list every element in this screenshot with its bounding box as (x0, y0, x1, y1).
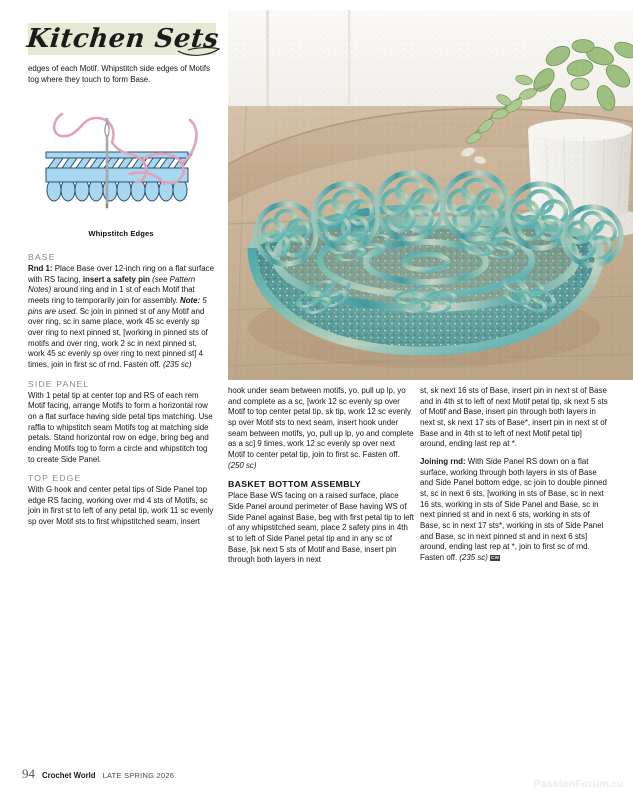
base-bold-b: insert a safety pin (82, 274, 150, 284)
side-panel-text: With 1 petal tip at center top and RS of each rem Motif facing, arrange Motifs to form a horizontal row on a flat surface having side petal tips matching. Use raffia to whipstitch seam Motifs tog at matching side petals. Stand horizontal row on edge, bring beg and ending Motifs tog to form a circle and whipstitch tog to create Side Panel. (28, 390, 213, 464)
base-text-a: Place Base over 12-inch ring on a flat surface with RS facing, (28, 264, 214, 284)
joining-rnd-count: (235 sc) (459, 552, 488, 562)
top-edge-text-part2: hook under seam between motifs, yo, pull up lp, yo and complete as a sc, [work 12 sc evenly sp over Motif to top center petal tip, sk tip, work 12 sc evenly sp over Motif sts to next seam, insert hook under seam between motifs, yo, pull up lp, yo and complete as a sc] 9 times, work 12 sc evenly sp over next Motif to center petal tip, join to first sc. Fasten off. (228, 386, 414, 459)
column-one-body (28, 251, 214, 528)
illustration-caption: Whipstitch Edges (88, 229, 154, 238)
base-section (28, 251, 214, 371)
joining-rnd-text: With Side Panel RS down on a flat surface, working through both layers in sts of Base and Side Panel bottom edge, sc join to double pinned st, sc in next 6 sts, [working in sts of Base, sc in next 16 sts, working in sts of Side Panel and Base, sc in next pinned st and in next 6 sts, working in sts of Base, sc in next 17 sts*, working in sts of Side Panel and Base, sc in next pinned st and in next 6 sts] around, ending last rep at *, join to first sc of rnd. Fasten off. (420, 456, 607, 562)
top-edge-continued (228, 386, 414, 471)
base-heading: BASE (28, 252, 56, 262)
side-panel-heading: SIDE PANEL (28, 378, 90, 389)
base-count: (235 sc) (162, 359, 192, 369)
basket-bottom-section (228, 478, 414, 566)
whipstitch-svg (30, 112, 216, 224)
joining-rnd-label: Joining rnd: (420, 456, 466, 466)
title-swash-icon (178, 47, 220, 57)
footer-page-number: 94 (22, 766, 35, 781)
page-title: Kitchen Sets (25, 24, 221, 54)
footer-magazine-name: Crochet World (42, 771, 96, 780)
base-text-d: around ring and in 1 st of each Motif that meets ring to temporarily join for assembly. (28, 285, 195, 305)
side-panel-section (28, 378, 214, 466)
site-watermark: PassionForum.ru (533, 778, 623, 790)
basket-bottom-text-part2: st, sk next 16 sts of Base, insert pin in next st of Base and in 4th st to left of next Motif petal tip, sk next 5 sts of Motif and Base, insert pin through both layers in next st, sk next 17 sts of Base*, insert pin in next st of Base and in 4th st to left of next Motif petal tip] around, ending last rep at *. (420, 386, 608, 449)
top-edge-section (28, 472, 214, 528)
photo-svg (228, 10, 633, 380)
column-two-body (228, 386, 414, 566)
joining-rnd-section (420, 457, 610, 564)
column-three-body (420, 386, 610, 564)
base-text-e: Sc join in pinned st of any Motif and over ring, sc in same place, work 45 sc evenly sp over ring to next pinned st, [working in pinned sts of motifs and over ring, work 2 sc in next pinned st, work 45 sc evenly sp over ring to next pinned st] 4 times, join in first sc of rnd. Fasten off. (28, 306, 208, 369)
top-edge-text-part1: With G hook and center petal tips of Side Panel top edge RS facing, working over rnd 4 sts of Motifs, sc join in first st to left of any petal tip, work 11 sc evenly sp over Motif sts to first whipstitched seam, insert (28, 485, 214, 527)
rnd1-label: Rnd 1: (28, 264, 53, 273)
basket-bottom-continued (420, 386, 610, 450)
top-edge-count: (250 sc) (228, 460, 257, 470)
base-note-text: 5 pins are used. (28, 295, 207, 316)
top-edge-heading: TOP EDGE (28, 473, 82, 484)
basket-bottom-text-part1: Place Base WS facing on a raised surface, place Side Panel around perimeter of Base having WS of Side Panel against Base, beg with first petal tip to left of any whipstitched seam, place 2 safety pins in 4th st to left of Side Panel petal tip and in any sc of Base, [sk next 5 sts of Motif and Base, insert pin through both layers in next (228, 491, 414, 565)
basket-bottom-heading: BASKET BOTTOM ASSEMBLY (228, 479, 361, 490)
page-footer (22, 766, 174, 782)
whipstitch-illustration (30, 112, 216, 224)
crochet-world-end-mark: CW (491, 554, 500, 560)
crocheted-basket-photo (228, 10, 633, 380)
base-italic-c: (see Pattern Notes) (28, 274, 196, 295)
base-note-label: Note: (180, 295, 201, 305)
intro-paragraph: edges of each Motif. Whipstitch side edges of Motifs tog where they touch to form Base. (28, 64, 211, 84)
footer-issue-date: LATE SPRING 2026 (102, 771, 175, 780)
column-one-intro (28, 64, 214, 85)
